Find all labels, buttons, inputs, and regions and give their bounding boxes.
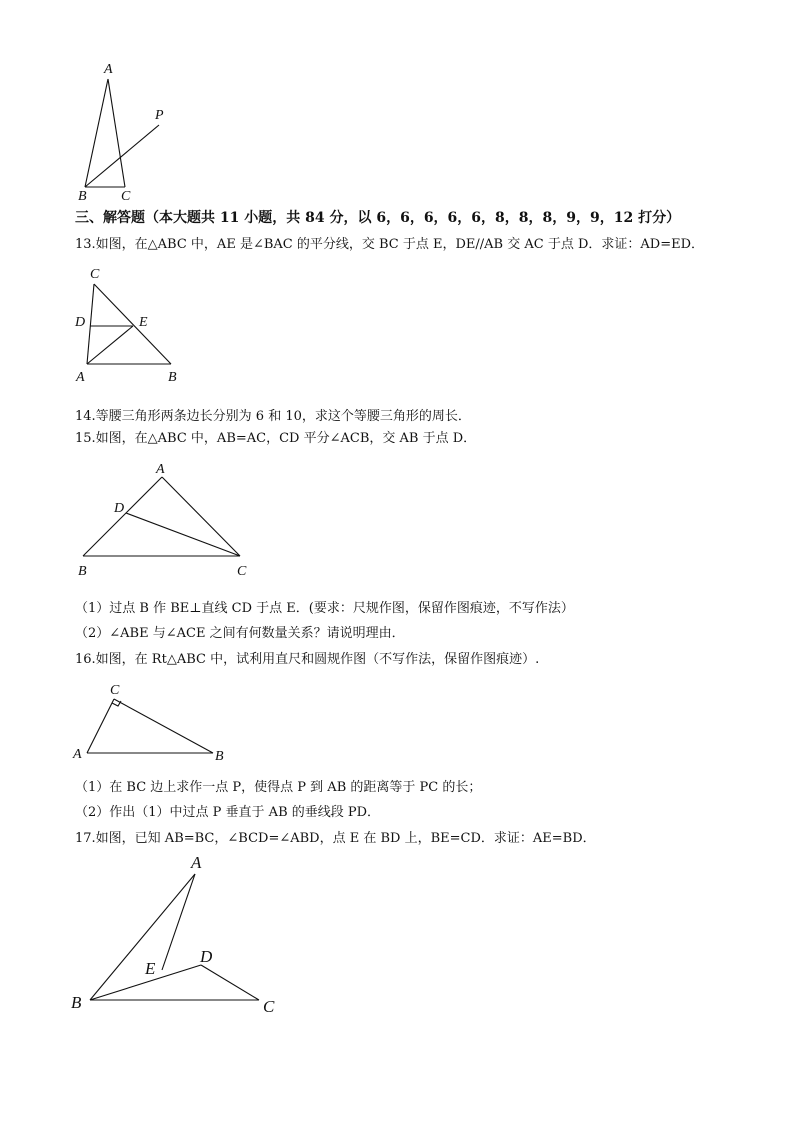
label-C: C <box>90 267 100 282</box>
figure-q16 <box>70 678 240 768</box>
q15-text: 15.如图，在△ABC 中，AB=AC，CD 平分∠ACB，交 AB 于点 D． <box>75 431 477 446</box>
label-B: B <box>168 370 177 385</box>
label-B: B <box>78 564 87 579</box>
label-D: D <box>114 501 125 516</box>
label-C: C <box>121 189 131 204</box>
figure-q13 <box>70 262 190 387</box>
figure-q15 <box>70 455 270 585</box>
label-E: E <box>139 315 148 330</box>
label-C: C <box>110 683 120 698</box>
q16-part2: （2）作出（1）中过点 P 垂直于 AB 的垂线段 PD． <box>75 805 381 820</box>
q16-part1: （1）在 BC 边上求作一点 P，使得点 P 到 AB 的距离等于 PC 的长； <box>75 780 482 795</box>
q13-text: 13.如图，在△ABC 中，AE 是∠BAC 的平分线，交 BC 于点 E，DE//AB 交 AC 于点 D．求证：AD=ED． <box>75 237 705 252</box>
label-B: B <box>71 993 82 1012</box>
label-E: E <box>145 959 156 978</box>
q17-text: 17.如图，已知 AB=BC，∠BCD=∠ABD，点 E 在 BD 上，BE=CD．求证：AE=BD． <box>75 831 596 846</box>
figure-top-triangle <box>70 55 190 205</box>
label-C: C <box>263 997 275 1016</box>
q15-part2: （2）∠ABE 与∠ACE 之间有何数量关系？请说明理由． <box>75 626 405 641</box>
figure-q17 <box>65 850 295 1020</box>
q15-part1: （1）过点 B 作 BE⊥直线 CD 于点 E．(要求：尺规作图，保留作图痕迹，不写作法） <box>75 601 574 616</box>
q16-text: 16.如图，在 Rt△ABC 中，试利用直尺和圆规作图（不写作法，保留作图痕迹）. <box>75 652 540 667</box>
label-A: A <box>191 853 202 872</box>
label-C: C <box>237 564 247 579</box>
label-A: A <box>73 747 82 762</box>
label-B: B <box>215 749 224 764</box>
q14-text: 14.等腰三角形两条边长分别为 6 和 10，求这个等腰三角形的周长． <box>75 409 471 424</box>
label-B: B <box>78 189 87 204</box>
section-heading: 三、解答题（本大题共 11 小题，共 84 分，以 6，6，6，6，6，8，8，8，9，9，12 打分） <box>75 210 681 226</box>
label-A: A <box>156 462 165 477</box>
label-A: A <box>104 62 113 77</box>
label-A: A <box>76 370 85 385</box>
label-P: P <box>155 108 164 123</box>
label-D: D <box>200 947 213 966</box>
label-D: D <box>75 315 86 330</box>
